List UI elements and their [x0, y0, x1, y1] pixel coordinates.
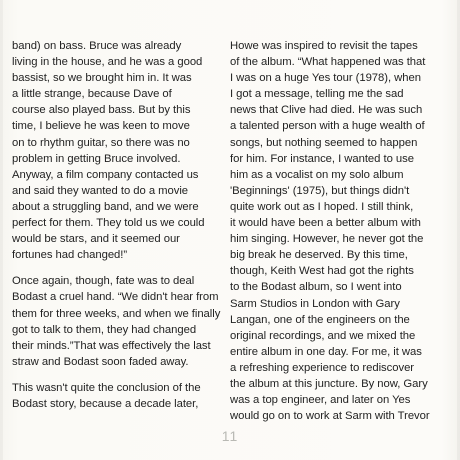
text-line: perfect for them. They told us we could	[12, 217, 205, 230]
left-edge-shadow	[0, 0, 3, 460]
right-text-column	[230, 38, 452, 424]
text-line: original recordings, and we mixed the	[230, 329, 416, 342]
text-line: and said they wanted to do a movie	[12, 184, 189, 197]
text-line: entire album in one day. For me, it was	[230, 345, 422, 358]
text-line: got to talk to them, they had changed	[12, 323, 197, 336]
text-line: time, I believe he was keen to move	[12, 120, 190, 133]
text-line: was a top engineer, and later on Yes	[230, 394, 411, 407]
text-line: their minds.”That was effectively the last	[12, 339, 211, 352]
text-line: the album at this juncture. By now, Gary	[230, 377, 428, 390]
text-line: band) on bass. Bruce was already	[12, 40, 182, 52]
text-line: would be stars, and it seemed our	[12, 233, 180, 246]
text-line: quite work out as I hoped. I still think,	[230, 200, 414, 213]
text-line: songs, but nothing seemed to happen	[230, 136, 418, 149]
text-line: a talented person with a huge wealth of	[230, 120, 425, 133]
text-line: Bodast story, because a decade later,	[12, 397, 199, 410]
text-line: a refreshing experience to rediscover	[230, 361, 415, 374]
text-line: bassist, so we brought him in. It was	[12, 72, 192, 85]
text-line: for him. For instance, I wanted to use	[230, 152, 414, 165]
text-line: I got a message, telling me the sad	[230, 88, 404, 101]
text-line: Once again, though, fate was to deal	[12, 275, 195, 288]
text-line: 'Beginnings' (1975), but things didn't	[230, 184, 410, 197]
paragraph-gap	[12, 370, 217, 380]
text-line: living in the house, and he was a good	[12, 56, 203, 69]
text-line: to the Bodast album, so I went into	[230, 281, 402, 294]
text-line: Sarm Studios in London with Gary	[230, 297, 400, 310]
text-line: fortunes had changed!”	[12, 249, 128, 262]
text-line: on to rhythm guitar, so there was no	[12, 136, 190, 149]
text-line: I was on a huge Yes tour (1978), when	[230, 72, 421, 85]
text-line: a little strange, because Dave of	[12, 88, 172, 101]
page-number: 11	[221, 428, 239, 444]
text-line: though, Keith West had got the rights	[230, 265, 414, 278]
text-line: him singing. However, he never got the	[230, 233, 424, 246]
text-line: big break he deserved. By this time,	[230, 249, 408, 262]
text-line: Anyway, a film company contacted us	[12, 168, 199, 181]
left-text-column	[12, 38, 221, 412]
text-line: news that Clive had died. He was such	[230, 104, 423, 117]
text-line: problem in getting Bruce involved.	[12, 152, 181, 165]
text-line: Howe was inspired to revisit the tapes	[230, 40, 418, 52]
text-line: him as a vocalist on my solo album	[230, 168, 404, 181]
text-line: course also played bass. But by this	[12, 104, 191, 117]
text-line: it would have been a better album with	[230, 217, 421, 230]
text-line: Langan, one of the engineers on the	[230, 313, 410, 326]
paragraph-gap	[12, 263, 217, 273]
text-line: of the album. “What happened was that	[230, 56, 426, 69]
text-line: them for three weeks, and when we finally	[12, 307, 221, 320]
text-line: about a struggling band, and we were	[12, 200, 199, 213]
text-line: Bodast a cruel hand. “We didn't hear from	[12, 291, 219, 304]
text-line: This wasn't quite the conclusion of the	[12, 381, 201, 394]
text-line: straw and Bodast soon faded away.	[12, 355, 189, 368]
text-line: would go on to work at Sarm with Trevor	[230, 410, 430, 423]
